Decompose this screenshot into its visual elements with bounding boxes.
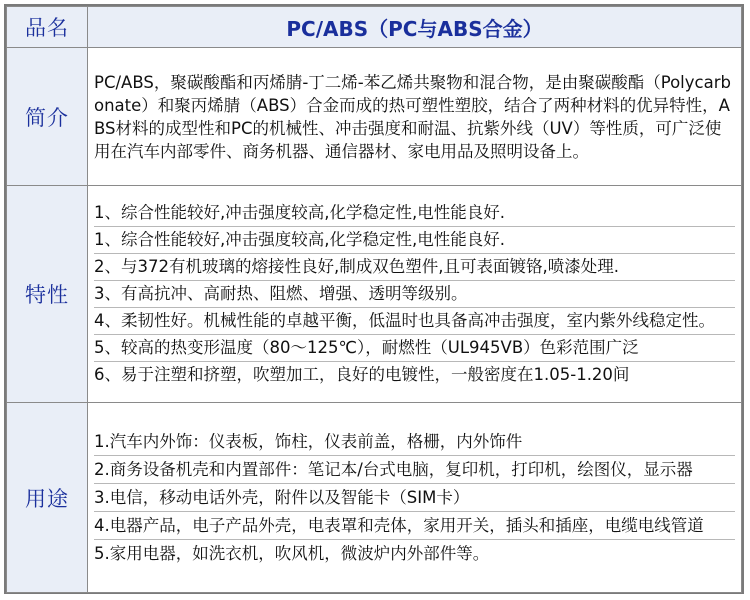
feature-item: 3、有高抗冲、高耐热、阻燃、增强、透明等级别。 (94, 281, 735, 308)
usage-row (7, 403, 742, 593)
usage-item: 4.电器产品，电子产品外壳，电表罩和壳体，家用开关，插头和插座，电缆电线管道 (94, 512, 735, 540)
header-label: 品名 (7, 7, 88, 48)
usage-item: 3.电信，移动电话外壳，附件以及智能卡（SIM卡） (94, 484, 735, 512)
usage-item: 1.汽车内外饰：仪表板，饰柱，仪表前盖，格栅，内外饰件 (94, 428, 735, 456)
features-row (7, 186, 742, 403)
intro-text: PC/ABS，聚碳酸酯和丙烯腈-丁二烯-苯乙烯共聚物和混合物，是由聚碳酸酯（Polycarbonate）和聚丙烯腈（ABS）合金而成的热可塑性塑胶，结合了两种材料的优异特性，ABS材料的成型性和PC的机械性、冲击强度和耐温、抗紫外线（UV）等性质，可广泛使用在汽车内部零件、商务机器、通信器材、家电用品及照明设备上。 (88, 48, 742, 186)
intro-label: 简介 (7, 48, 88, 186)
spec-table-frame (4, 4, 744, 594)
feature-item: 6、易于注塑和挤塑，吹塑加工，良好的电镀性，一般密度在1.05-1.20间 (94, 365, 630, 384)
intro-row (7, 48, 742, 186)
feature-item: 1、综合性能较好,冲击强度较高,化学稳定性,电性能良好. (94, 227, 735, 254)
feature-item: 2、与372有机玻璃的熔接性良好,制成双色塑件,且可表面镀铬,喷漆处理. (94, 254, 735, 281)
features-list (88, 186, 742, 403)
usage-item: 5.家用电器，如洗衣机，吹风机，微波炉内外部件等。 (94, 544, 490, 563)
product-title: PC/ABS（PC与ABS合金） (88, 7, 742, 48)
feature-item: 4、柔韧性好。机械性能的卓越平衡，低温时也具备高冲击强度，室内紫外线稳定性。 (94, 308, 735, 335)
features-label: 特性 (7, 186, 88, 403)
spec-table (6, 6, 742, 593)
feature-item: 1、综合性能较好,冲击强度较高,化学稳定性,电性能良好. (94, 200, 735, 227)
usage-label: 用途 (7, 403, 88, 593)
usage-item: 2.商务设备机壳和内置部件：笔记本/台式电脑，复印机，打印机，绘图仪，显示器 (94, 456, 735, 484)
usage-list (88, 403, 742, 593)
feature-item: 5、较高的热变形温度（80～125℃），耐燃性（UL945VB）色彩范围广泛 (94, 335, 735, 362)
header-row (7, 7, 742, 48)
